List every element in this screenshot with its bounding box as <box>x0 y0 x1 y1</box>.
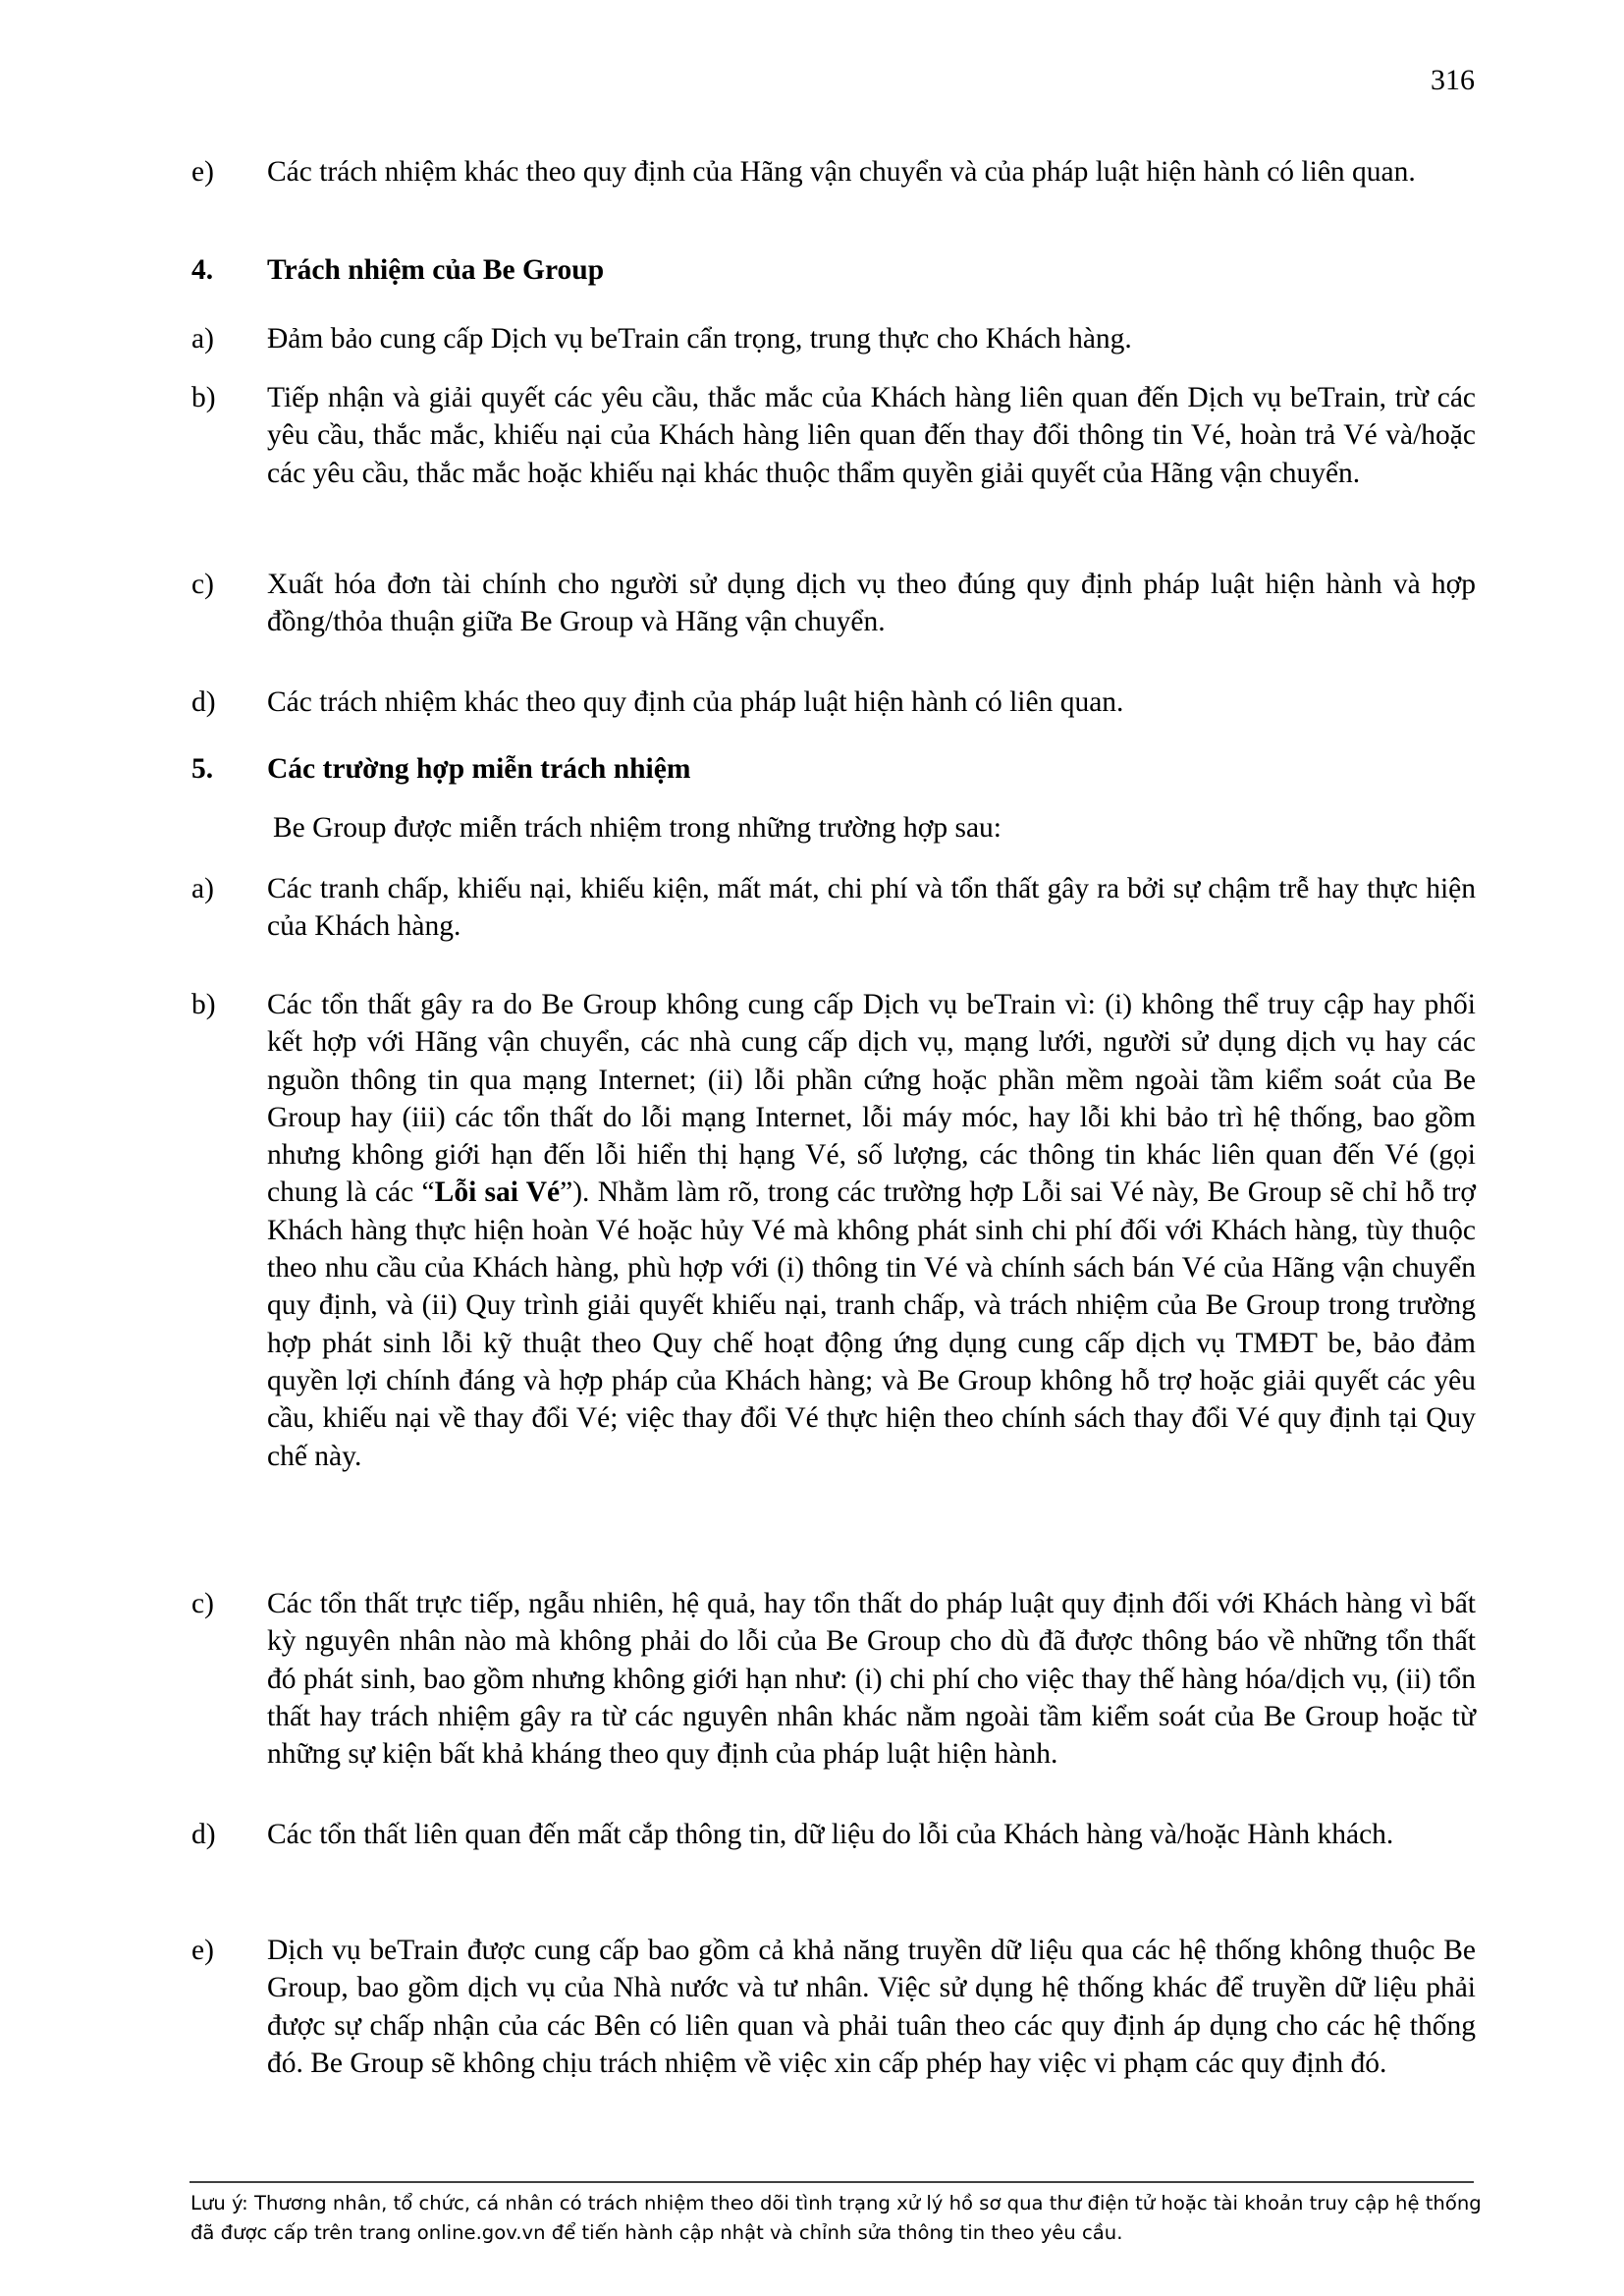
item-text <box>267 986 1476 1475</box>
list-item-5c <box>191 1585 1476 1773</box>
section-number: 5. <box>191 753 214 785</box>
item-label: b) <box>191 382 216 413</box>
item-text: Xuất hóa đơn tài chính cho người sử dụng dịch vụ theo đúng quy định pháp luật hiện hành và hợp đồng/thỏa thuận giữa Be Group và Hãng vận chuyển. <box>267 569 1476 638</box>
section-5-heading <box>191 750 1476 788</box>
item-text: Các tranh chấp, khiếu nại, khiếu kiện, mất mát, chi phí và tổn thất gây ra bởi sự chậm trễ hay thực hiện của Khách hàng. <box>267 873 1476 943</box>
item-text-part: ”). Nhằm làm rõ, trong các trường hợp Lỗi sai Vé này, Be Group sẽ chỉ hỗ trợ Khách hàng thực hiện hoàn Vé hoặc hủy Vé mà không phát sinh chi phí đối với Khách hàng, tùy thuộc theo nhu cầu của Khách hàng, phù hợp với (i) thông tin Vé và chính sách bán Vé của Hãng vận chuyển quy định, và (ii) Quy trình giải quyết khiếu nại, tranh chấp, và trách nhiệm của Be Group trong trường hợp phát sinh lỗi kỹ thuật theo Quy chế hoạt động ứng dụng cung cấp dịch vụ TMĐT be, bảo đảm quyền lợi chính đáng và hợp pháp của Khách hàng; và Be Group không hỗ trợ hoặc giải quyết các yêu cầu, khiếu nại về thay đổi Vé; việc thay đổi Vé thực hiện theo chính sách thay đổi Vé quy định tại Quy chế này. <box>267 1176 1476 1472</box>
item-label: e) <box>191 156 214 188</box>
item-label: e) <box>191 1935 214 1966</box>
footer-divider <box>189 2181 1474 2183</box>
item-text-part: Các tổn thất gây ra do Be Group không cung cấp Dịch vụ beTrain vì: (i) không thể truy cập hay phối kết hợp với Hãng vận chuyển, các nhà cung cấp dịch vụ, mạng lưới, người sử dụng dịch vụ hay các nguồn thông tin qua mạng Internet; (ii) lỗi phần cứng hoặc phần mềm ngoài tầm kiểm soát của Be Group hay (iii) các tổn thất do lỗi mạng Internet, lỗi máy móc, hay lỗi khi bảo trì hệ thống, bao gồm nhưng không giới hạn đến lỗi hiển thị hạng Vé, số lượng, các thông tin khác liên quan đến Vé (gọi chung là các “ <box>267 989 1476 1209</box>
page-number: 316 <box>1431 64 1475 96</box>
item-label: c) <box>191 569 214 600</box>
list-item-5b <box>191 986 1476 1475</box>
list-item-4c <box>191 566 1476 641</box>
item-text: Các trách nhiệm khác theo quy định của pháp luật hiện hành có liên quan. <box>267 686 1124 718</box>
section-number: 4. <box>191 254 214 286</box>
list-item-prev-e <box>191 153 1476 191</box>
item-text: Các tổn thất liên quan đến mất cắp thông tin, dữ liệu do lỗi của Khách hàng và/hoặc Hành khách. <box>267 1819 1394 1850</box>
list-item-5d <box>191 1816 1476 1853</box>
defined-term: Lỗi sai Vé <box>434 1176 561 1209</box>
section-title: Trách nhiệm của Be Group <box>267 254 605 286</box>
item-label: c) <box>191 1588 214 1619</box>
item-text: Đảm bảo cung cấp Dịch vụ beTrain cẩn trọng, trung thực cho Khách hàng. <box>267 323 1132 355</box>
item-label: b) <box>191 989 216 1020</box>
item-label: a) <box>191 873 214 904</box>
list-item-5e <box>191 1932 1476 2082</box>
item-text: Các trách nhiệm khác theo quy định của Hãng vận chuyển và của pháp luật hiện hành có liên quan. <box>267 156 1416 188</box>
section-title: Các trường hợp miễn trách nhiệm <box>267 753 691 785</box>
list-item-4d <box>191 683 1476 721</box>
footer-note: Lưu ý: Thương nhân, tổ chức, cá nhân có trách nhiệm theo dõi tình trạng xử lý hồ sơ qua thư điện tử hoặc tài khoản truy cập hệ thống đã được cấp trên trang online.gov.vn để tiến hành cập nhật và chỉnh sửa thông tin theo yêu cầu. <box>190 2192 1482 2244</box>
item-text: Tiếp nhận và giải quyết các yêu cầu, thắc mắc của Khách hàng liên quan đến Dịch vụ beTrain, trừ các yêu cầu, thắc mắc, khiếu nại của Khách hàng liên quan đến thay đổi thông tin Vé, hoàn trả Vé và/hoặc các yêu cầu, thắc mắc hoặc khiếu nại khác thuộc thẩm quyền giải quyết của Hãng vận chuyển. <box>267 382 1476 489</box>
section-4-heading <box>191 251 1476 289</box>
section-5-intro: Be Group được miễn trách nhiệm trong những trường hợp sau: <box>273 812 1001 844</box>
item-text: Dịch vụ beTrain được cung cấp bao gồm cả khả năng truyền dữ liệu qua các hệ thống không thuộc Be Group, bao gồm dịch vụ của Nhà nước và tư nhân. Việc sử dụng hệ thống khác để truyền dữ liệu phải được sự chấp nhận của các Bên có liên quan và phải tuân theo các quy định áp dụng cho các hệ thống đó. Be Group sẽ không chịu trách nhiệm về việc xin cấp phép hay việc vi phạm các quy định đó. <box>267 1935 1476 2079</box>
item-text: Các tổn thất trực tiếp, ngẫu nhiên, hệ quả, hay tổn thất do pháp luật quy định đối với Khách hàng vì bất kỳ nguyên nhân nào mà không phải do lỗi của Be Group cho dù đã được thông báo về những tổn thất đó phát sinh, bao gồm nhưng không giới hạn như: (i) chi phí cho việc thay thế hàng hóa/dịch vụ, (ii) tổn thất hay trách nhiệm gây ra từ các nguyên nhân khác nằm ngoài tầm kiểm soát của Be Group hoặc từ những sự kiện bất khả kháng theo quy định của pháp luật hiện hành. <box>267 1588 1476 1771</box>
list-item-4a <box>191 320 1476 357</box>
list-item-4b <box>191 379 1476 492</box>
item-label: d) <box>191 686 216 718</box>
list-item-5a <box>191 870 1476 946</box>
item-label: d) <box>191 1819 216 1850</box>
item-label: a) <box>191 323 214 355</box>
